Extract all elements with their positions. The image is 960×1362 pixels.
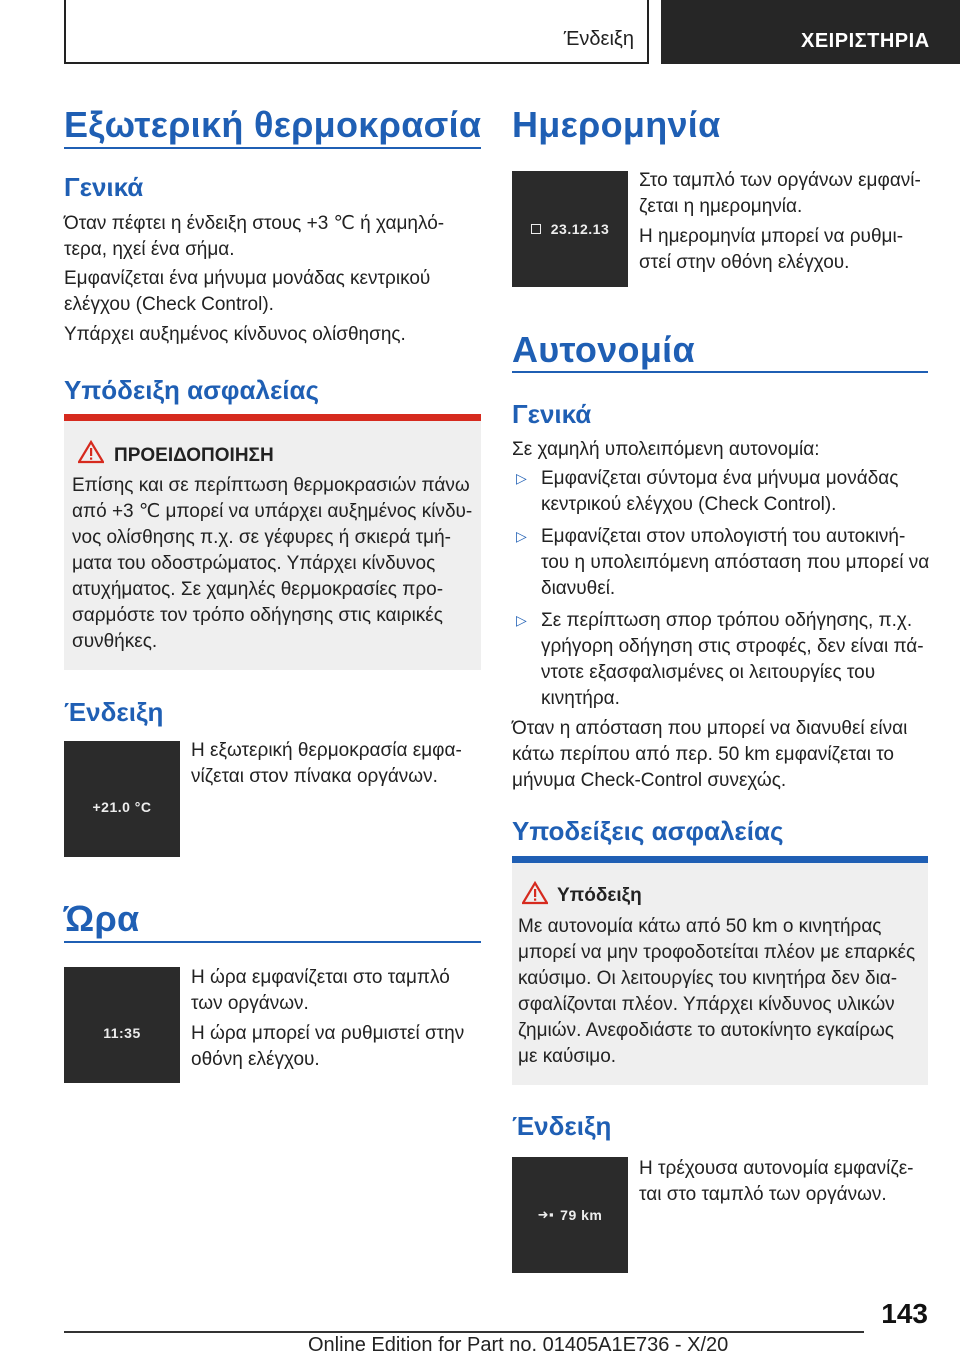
time-display-value: 11:35 — [103, 1025, 141, 1041]
range-para-line: κάτω περίπου από περ. 50 km εμφανίζεται το — [512, 744, 895, 765]
date-line: Η ημερομηνία μπορεί να ρυθμι- — [639, 226, 904, 247]
bullet-arrow-icon: ▷ — [516, 528, 527, 544]
ext-temp-general-line: ελέγχου (Check Control). — [64, 294, 274, 315]
range-bullet-line: του η υπολειπόμενη απόσταση που μπορεί να — [541, 552, 930, 573]
warning-box — [64, 414, 481, 670]
range-rule — [512, 371, 928, 373]
warning-line: από +3 ℃ μπορεί να υπάρχει αυξημένος κίνδυ- — [72, 501, 473, 522]
range-bullet-line: διανυθεί. — [541, 578, 616, 599]
range-title: Αυτονομία — [512, 329, 695, 370]
temp-display-image — [64, 741, 180, 857]
calendar-icon — [531, 224, 541, 234]
warning-triangle-icon — [522, 881, 548, 905]
range-bullet-line: κινητήρα. — [541, 688, 620, 709]
range-bullet-line: Εμφανίζεται σύντομα ένα μήνυμα μονάδας — [541, 468, 899, 489]
warning-line: Επίσης και σε περίπτωση θερμοκρασιών πάνω — [72, 475, 470, 496]
ext-temp-display-heading: Ένδειξη — [64, 697, 164, 727]
notice-line: με καύσιμο. — [518, 1046, 617, 1067]
temp-display-value: +21.0 °C — [92, 799, 152, 815]
fuel-pump-icon: ➜▪ — [537, 1207, 555, 1222]
notice-box — [512, 856, 928, 1085]
ext-temp-general-line: τερα, ηχεί ένα σήμα. — [64, 239, 235, 260]
range-para-line: Όταν η απόσταση που μπορεί να διανυθεί είναι — [512, 718, 908, 739]
notice-line: Με αυτονομία κάτω από 50 km ο κινητήρας — [518, 916, 882, 937]
date-title: Ημερομηνία — [512, 104, 721, 145]
range-safety-heading: Υποδείξεις ασφαλείας — [512, 816, 784, 846]
range-display-line: ται στο ταμπλό των οργάνων. — [639, 1184, 887, 1205]
range-general-heading: Γενικά — [512, 399, 592, 429]
warning-line: ατυχήματος. Σε χαμηλές θερμοκρασίες προ- — [72, 579, 444, 600]
warning-line: σαρμόστε τον τρόπο οδήγησης στις καιρικές — [72, 605, 443, 626]
time-line: Η ώρα μπορεί να ρυθμιστεί στην — [191, 1023, 465, 1044]
notice-line: ζημιών. Ανεφοδιάστε το αυτοκίνητο εγκαίρως — [518, 1020, 894, 1041]
warning-line: νος ολίσθησης π.χ. σε γέφυρες ή σκιερά τμή- — [72, 527, 451, 548]
range-display-image — [512, 1157, 628, 1273]
date-display-value: 23.12.13 — [550, 221, 610, 237]
ext-temp-title: Εξωτερική θερμοκρασία — [64, 104, 482, 145]
notice-bar — [512, 856, 928, 863]
warning-title: ΠΡΟΕΙΔΟΠΟΙΗΣΗ — [114, 445, 274, 466]
range-bullet-line: ντοτε εξασφαλισμένες οι λειτουργίες του — [541, 662, 876, 683]
page-number: 143 — [881, 1298, 928, 1329]
notice-title: Υπόδειξη — [557, 885, 642, 906]
range-display-value: 79 km — [560, 1207, 603, 1223]
range-bullet-line: Εμφανίζεται στον υπολογιστή του αυτοκινή- — [541, 526, 906, 547]
notice-line: σφαλίζονται πλέον. Υπάρχει κίνδυνος υλικών — [518, 994, 895, 1015]
date-line: ζεται η ημερομηνία. — [639, 196, 803, 217]
time-line: οθόνη ελέγχου. — [191, 1049, 320, 1070]
ext-temp-general-line: Υπάρχει αυξημένος κίνδυνος ολίσθησης. — [64, 324, 406, 345]
ext-temp-general-heading: Γενικά — [64, 172, 144, 202]
ext-temp-general-line: Εμφανίζεται ένα μήνυμα μονάδας κεντρικού — [64, 268, 431, 289]
date-display-image — [512, 171, 628, 287]
time-title: Ώρα — [64, 898, 140, 939]
warning-line: ματα του οδοστρώματος. Υπάρχει κίνδυνος — [72, 553, 436, 574]
time-display-image — [64, 967, 180, 1083]
footer-rule — [64, 1331, 864, 1333]
header-section: Ένδειξη — [563, 28, 634, 50]
header-frame — [64, 0, 649, 64]
date-line: Στο ταμπλό των οργάνων εμφανί- — [639, 170, 921, 191]
warning-triangle-icon — [78, 440, 104, 464]
time-line: Η ώρα εμφανίζεται στο ταμπλό — [191, 967, 450, 988]
date-line: στεί στην οθόνη ελέγχου. — [639, 252, 850, 273]
ext-temp-display-line: νίζεται στον πίνακα οργάνων. — [191, 766, 438, 787]
range-para-line: μήνυμα Check-Control συνεχώς. — [512, 770, 787, 791]
time-line: των οργάνων. — [191, 993, 309, 1014]
warning-line: συνθήκες. — [72, 631, 158, 652]
ext-temp-display-line: Η εξωτερική θερμοκρασία εμφα- — [191, 740, 462, 761]
ext-temp-rule — [64, 147, 481, 149]
footer-edition: Online Edition for Part no. 01405A1E736 - X/20 — [308, 1334, 729, 1356]
notice-line: μπορεί να μην τροφοδοτείται πλέον με επαρκές — [518, 942, 916, 963]
time-rule — [64, 941, 481, 943]
bullet-arrow-icon: ▷ — [516, 470, 527, 486]
range-bullet-line: Σε περίπτωση σπορ τρόπου οδήγησης, π.χ. — [541, 610, 913, 631]
range-bullet-line: γρήγορη οδήγηση στις στροφές, δεν είναι πά- — [541, 636, 924, 657]
header-chapter: ΧΕΙΡΙΣΤΗΡΙΑ — [661, 0, 960, 64]
bullet-arrow-icon: ▷ — [516, 612, 527, 628]
ext-temp-general-line: Όταν πέφτει η ένδειξη στους +3 ℃ ή χαμηλό- — [64, 213, 445, 234]
warning-bar — [64, 414, 481, 421]
range-intro: Σε χαμηλή υπολειπόμενη αυτονομία: — [512, 439, 820, 460]
ext-temp-safety-heading: Υπόδειξη ασφαλείας — [64, 375, 320, 405]
range-bullet-line: κεντρικού ελέγχου (Check Control). — [541, 494, 837, 515]
range-display-heading: Ένδειξη — [512, 1111, 612, 1141]
notice-line: καύσιμο. Οι λειτουργίες του κινητήρα δεν δια- — [518, 968, 898, 989]
range-display-line: Η τρέχουσα αυτονομία εμφανίζε- — [639, 1158, 914, 1179]
